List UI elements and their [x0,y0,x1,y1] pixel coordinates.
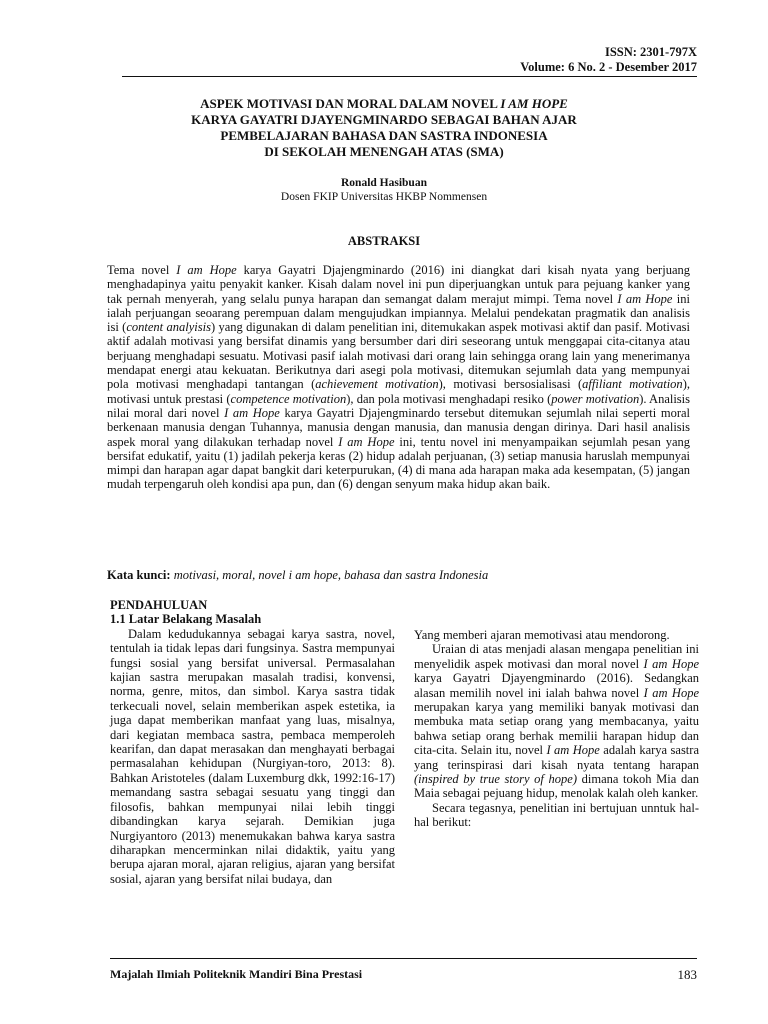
author-name: Ronald Hasibuan [341,177,427,189]
page-header [520,45,697,75]
paper-title [100,96,668,160]
title-line-1-text: ASPEK MOTIVASI DAN MORAL DALAM NOVEL [200,96,501,111]
right-paragraph-1: Yang memberi ajaran memotivasi atau mendorong. [414,628,670,642]
title-novel-name: I AM HOPE [500,96,568,111]
footer-journal-name: Majalah Ilmiah Politeknik Mandiri Bina Prestasi [110,967,363,981]
abstract-paragraph: Tema novel I am Hope karya Gayatri Djajengminardo (2016) ini diangkat dari kisah nyata yang berjuang menghadapinya yaitu penyakit kanker. Kisah dalam novel ini pun diperjuangkan untuk para pejuang kanker yang tak pernah menyerah, yang selalu punya harapan dan semangat dalam merajut mimpi. Tema novel I am Hope ini ialah perjuangan seoarang perempuan dalam mengujudkan impiannya. Melalui pendekatan pragmatik dan analisis isi (content analyisis) yang digunakan di dalam penelitian ini, ditemukakan aspek motivasi aktif dan pasif. Motivasi aktif adalah motivasi yang bersifat dinamis yang bersumber dari diri seseorang untuk menggapai cita-citanya atau berjuang menghadapi sesuatu. Motivasi pasif ialah motivasi dari orang lain sehingga orang lain yang menerimanya mendapat energi atau kekuatan. Berikutnya dari asegi pola motivasi, ditemukan sejumlah data yang mempunyai pola motivasi menghadapi tantangan (achievement motivation), motivasi bersosialisasi (affiliant motivation), motivasi untuk prestasi (competence motivation), dan pola motivasi menghadapi resiko (power motivation). Analisis nilai moral dari novel I am Hope karya Gayatri Djajengminardo tersebut ditemukan sejumlah nilai seperti moral berkenaan manusia dengan Tuhannya, manusia dengan manusia, dan manusia dengan dirinya. Dari hasil analisis aspek moral yang dilakukan terhadap novel I am Hope ini, tentu novel ini menyampaikan sejumlah pesan yang bersifat edukatif, yaitu (1) jadilah pekerja keras (2) hidup adalah perjuanan, (3) setiap manusia haruslah mempunyai mimpi dan harapan agar dapat bangkit dari keterpurukan, (4) di mana ada harapan maka ada kesempatan, (5) jangan mudah terpengaruh oleh kondisi apa pun, dan (6) dengan senyum maka hidup akan baik. [107,263,691,492]
page-footer [110,967,697,982]
issn-text: ISSN: 2301-797X [604,45,697,59]
right-paragraph-3: Secara tegasnya, penelitian ini bertujuan unntuk hal-hal berikut: [414,800,699,830]
keywords-label: Kata kunci: [107,568,171,582]
footer-rule [110,958,697,959]
keywords-text: motivasi, moral, novel i am hope, bahasa dan sastra Indonesia [170,568,489,582]
left-column [110,598,395,886]
title-line-2: KARYA GAYATRI DJAYENGMINARDO SEBAGAI BAHAN AJAR [191,112,577,127]
subsection-heading: 1.1 Latar Belakang Masalah [110,612,262,627]
title-line-1 [100,96,668,112]
abstract-body [107,263,690,492]
keywords [107,568,690,583]
right-column [414,628,699,830]
title-line-4: DI SEKOLAH MENENGAH ATAS (SMA) [264,144,504,159]
left-paragraph-1: Dalam kedudukannya sebagai karya sastra, novel, tentulah ia tidak lepas dari fungsinya. Sastra mempunyai fungsi sosial yang bersifat universal. Permasalahan kajian sastra merupakan masalah tradisi, konvensi, norma, genre, mitos, dan simbol. Karya sastra tidak terkecuali novel, selain memberikan aspek estetika, ia juga dapat memberikan manfaat yang luas, misalnya, dari kegiatan membaca sastra, pembaca memperoleh kearifan, dan dapat merasakan dan menghayati berbagai permasalahan kehidupan (Nurgiyan-toro, 2013: 8). Bahkan Aristoteles (dalam Luxemburg dkk, 1992:16-17) memandang sastra sebagai sesuatu yang tinggi dan filosofis, bahkan mempunyai nilai lebih tinggi dibandingkan karya sejarah. Demikian juga Nurgiyantoro (2013) menemukakan bahwa karya sastra diharapkan mencerminkan nilai didaktik, yaitu yang berupa ajaran moral, ajaran religius, ajaran yang bersifat sosial, ajaran yang bersifat nilai budaya, dan [110,626,395,886]
author-block [100,176,668,204]
author-affiliation: Dosen FKIP Universitas HKBP Nommensen [280,191,488,203]
section-heading: PENDAHULUAN [110,598,208,612]
volume-text: Volume: 6 No. 2 - Desember 2017 [520,60,697,74]
right-paragraph-2: Uraian di atas menjadi alasan mengapa penelitian ini menyelidik aspek motivasi dan moral novel I am Hope karya Gayatri Djayengminardo (2016). Sedangkan alasan memilih novel ini ialah bahwa novel I am Hope merupakan karya yang memiliki banyak motivasi dan membuka mata setiap orang yang membacanya, yaitu bahwa setiap orang berhak memilii harapan hidup dan cita-cita. Selain itu, novel I am Hope adalah karya sastra yang terinspirasi dari kisah nyata tentang harapan (inspired by true story of hope) dimana tokoh Mia dan Maia sebagai pejuang hidup, menolak kalah oleh kanker. [414,642,699,801]
abstract-heading: ABSTRAKSI [347,234,421,248]
header-rule [122,76,697,77]
page-number: 183 [677,967,697,982]
title-line-3: PEMBELAJARAN BAHASA DAN SASTRA INDONESIA [220,128,548,143]
